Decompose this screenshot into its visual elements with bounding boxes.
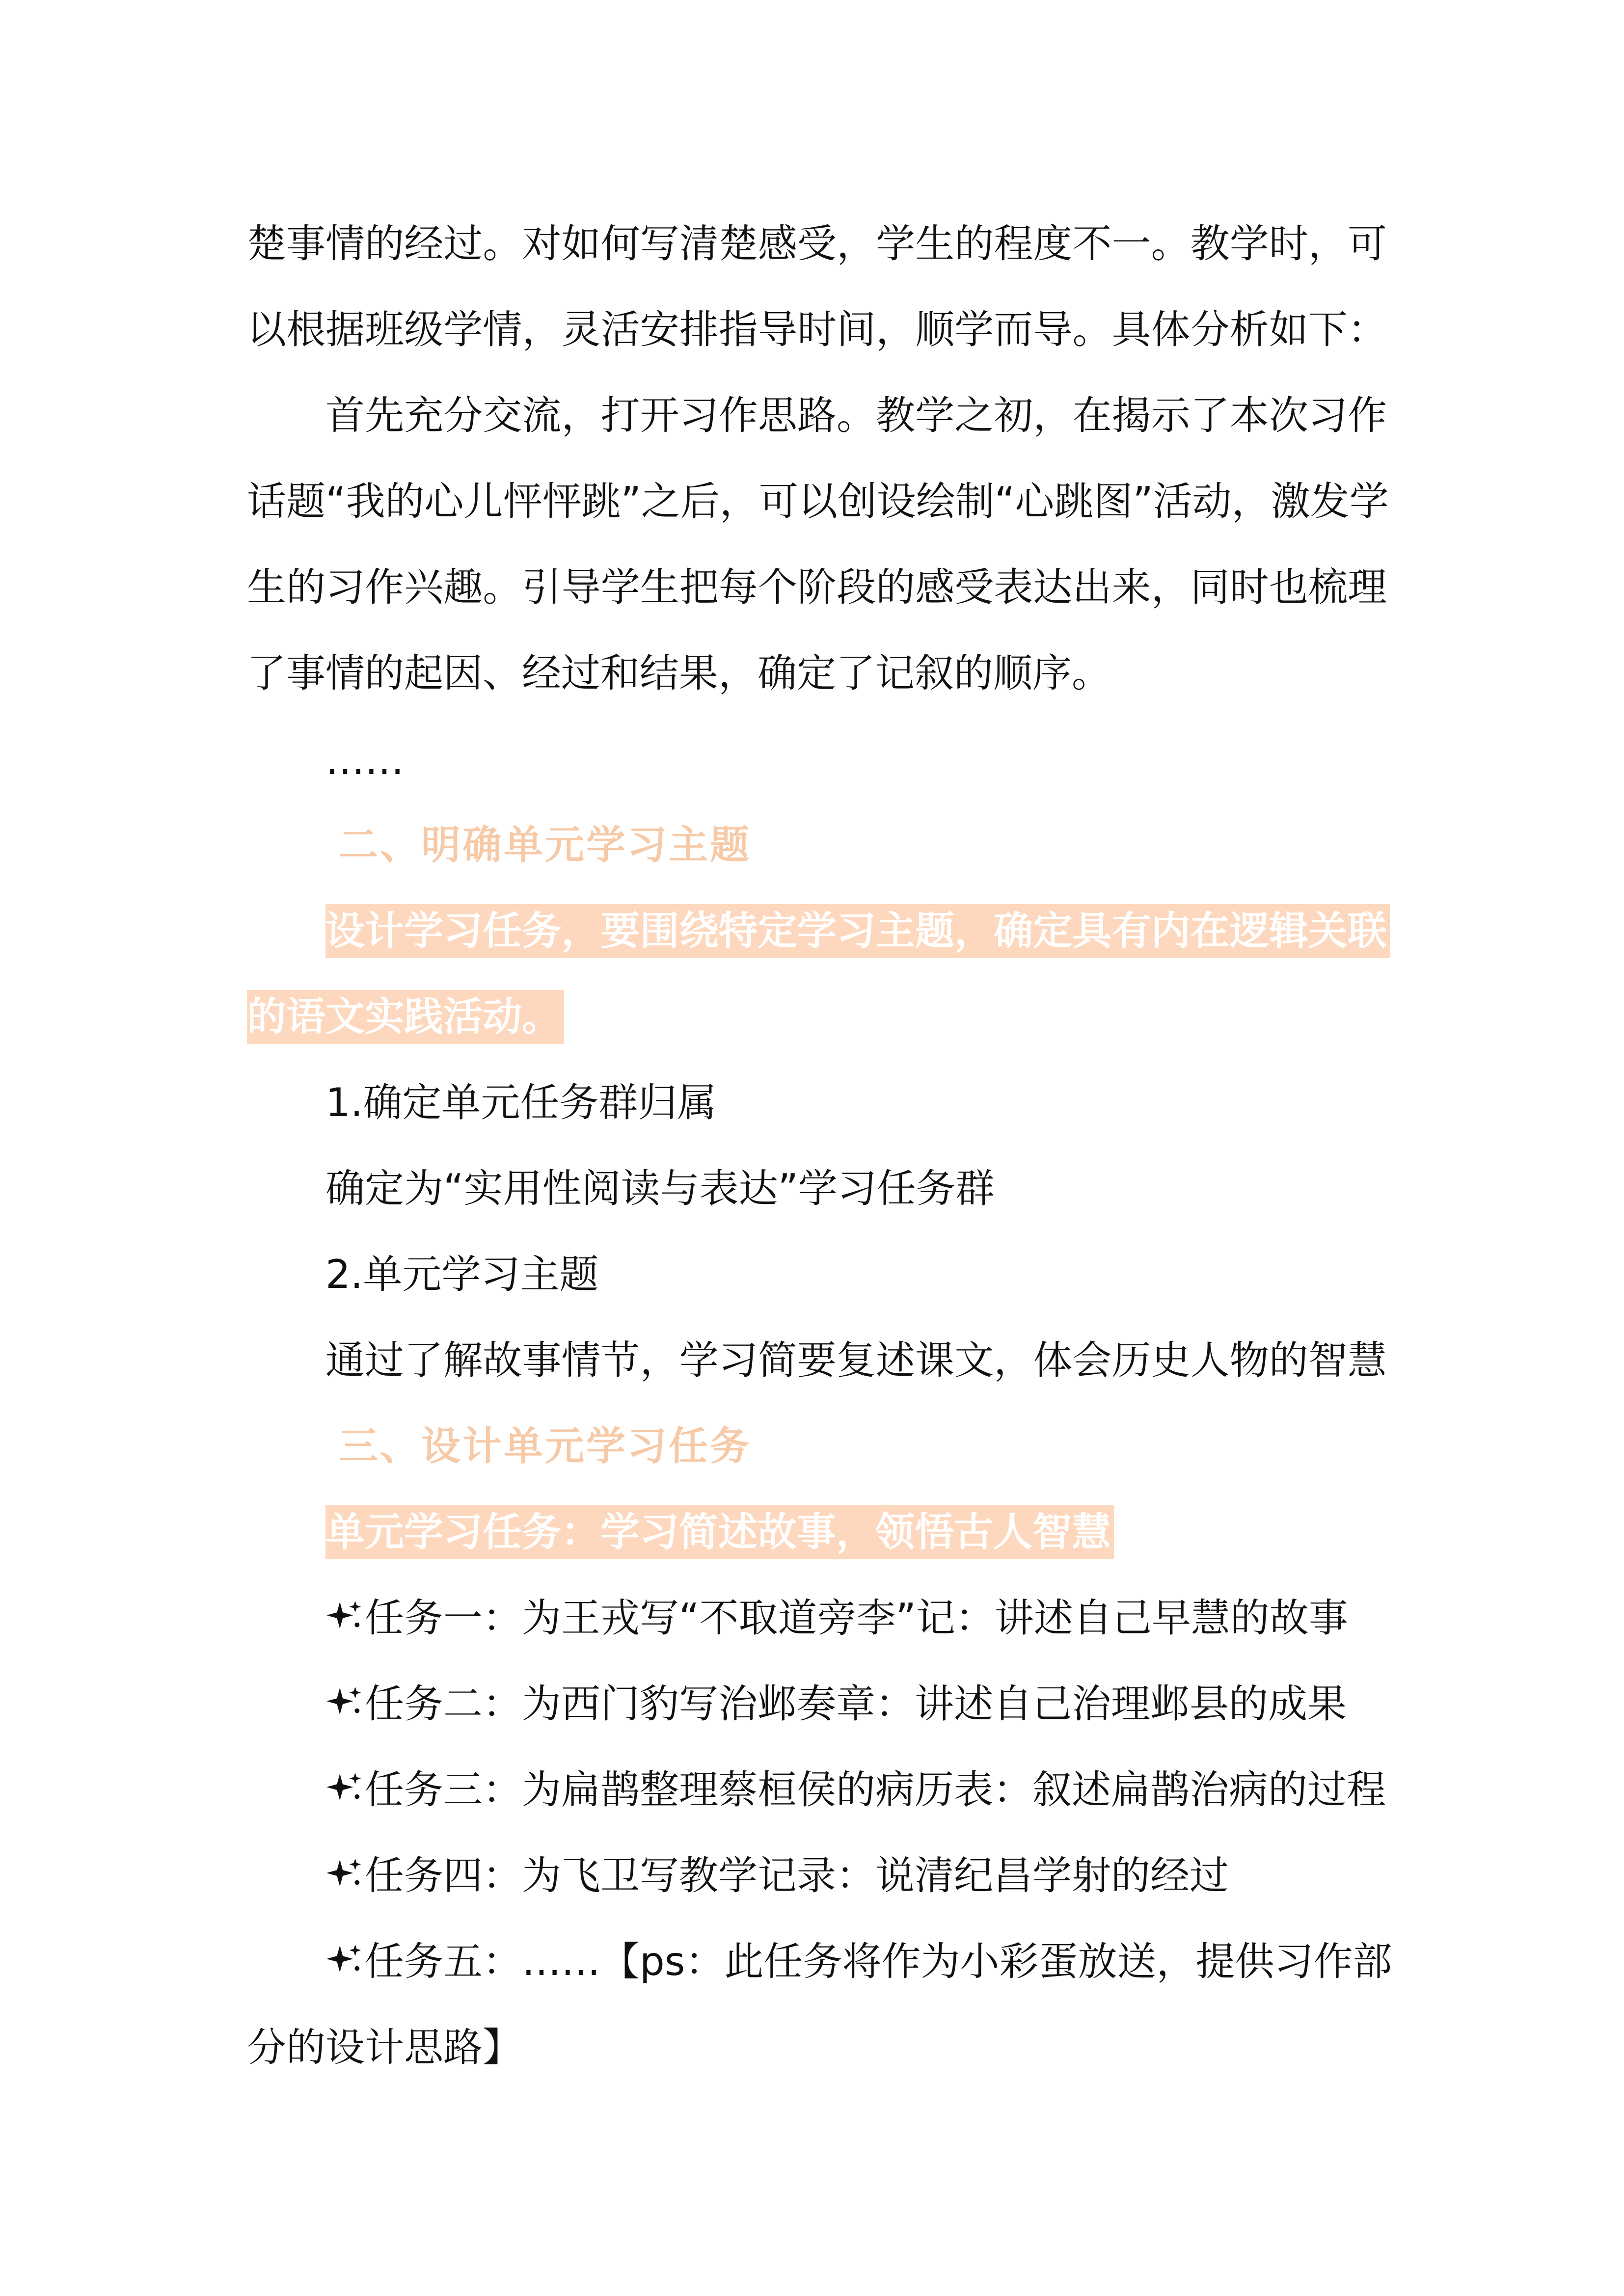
task-item [325,1935,1392,1989]
sparkle-icon [325,1598,364,1636]
task-text: 任务四：为飞卫写教学记录：说清纪昌学射的经过 [365,1853,1229,1898]
paragraph-line: 以根据班级学情，灵活安排指导时间，顺学而导。具体分析如下： [247,307,1387,352]
task-text: 任务二：为西门豹写治邺奏章：讲述自己治理邺县的成果 [365,1681,1347,1727]
sparkle-icon [325,1856,364,1894]
paragraph-line: 楚事情的经过。对如何写清楚感受，学生的程度不一。教学时，可 [247,221,1387,267]
paragraph-line: 生的习作兴趣。引导学生把每个阶段的感受表达出来，同时也梳理 [247,564,1387,610]
task-item [325,1677,1347,1731]
item-title: 1.确定单元任务群归属 [325,1080,717,1125]
paragraph-line: 话题“我的心儿怦怦跳”之后，可以创设绘制“心跳图”活动，激发学 [247,479,1389,524]
task-item [325,1591,1348,1645]
highlight-line: 的语文实践活动。 [247,990,564,1044]
item-text: 确定为“实用性阅读与表达”学习任务群 [325,1166,995,1211]
paragraph-line: 首先充分交流，打开习作思路。教学之初，在揭示了本次习作 [325,393,1387,438]
task-continuation: 分的设计思路】 [247,2025,522,2070]
ellipsis: …… [325,738,404,783]
task-item [325,1849,1229,1903]
unit-task-highlight: 单元学习任务：学习简述故事，领悟古人智慧 [325,1505,1114,1559]
highlight-line: 设计学习任务，要围绕特定学习主题，确定具有内在逻辑关联 [325,904,1390,958]
task-text: 任务三：为扁鹊整理蔡桓侯的病历表：叙述扁鹊治病的过程 [365,1767,1386,1813]
sparkle-icon [325,1770,364,1808]
item-text: 通过了解故事情节，学习简要复述课文，体会历史人物的智慧 [325,1337,1387,1383]
paragraph-line: 了事情的起因、经过和结果，确定了记叙的顺序。 [247,650,1111,696]
sparkle-icon [325,1684,364,1722]
section-heading: 三、设计单元学习任务 [339,1423,751,1469]
task-text: 任务一：为王戎写“不取道旁李”记：讲述自己早慧的故事 [365,1595,1348,1641]
item-title: 2.单元学习主题 [325,1252,599,1297]
task-text: 任务五：……【ps：此任务将作为小彩蛋放送，提供习作部 [365,1939,1392,1984]
section-heading: 二、明确单元学习主题 [339,822,751,868]
task-item [325,1763,1386,1817]
sparkle-icon [325,1942,364,1980]
